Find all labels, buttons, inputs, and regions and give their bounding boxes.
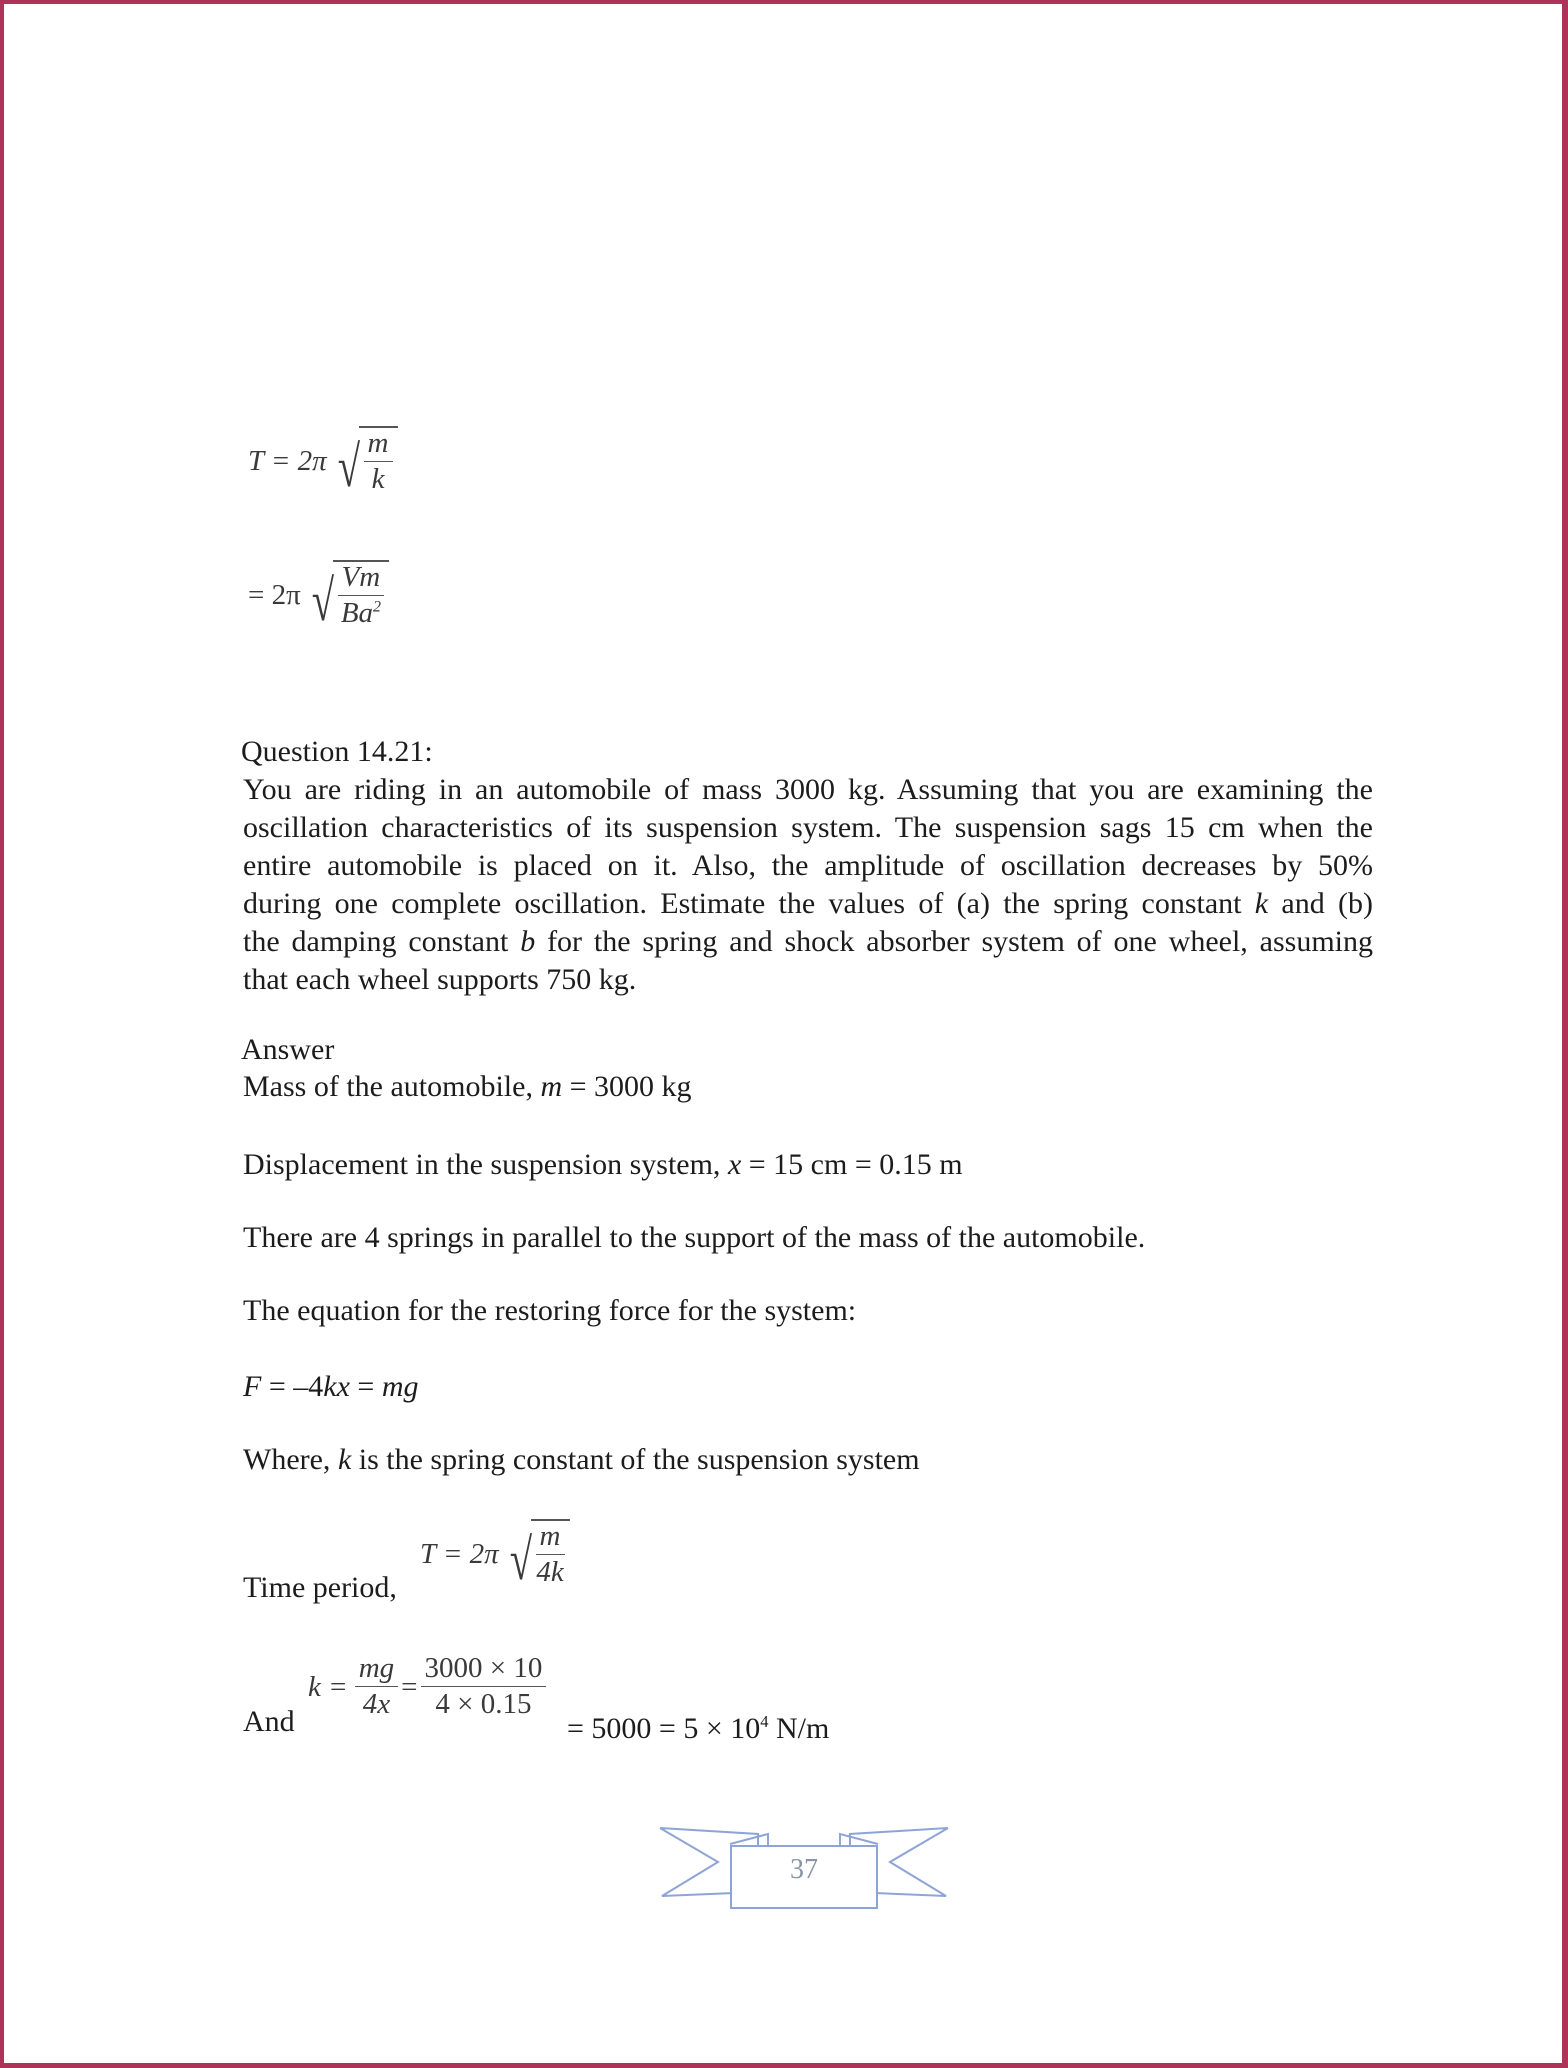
answer-equation-intro: The equation for the restoring force for the system: bbox=[243, 1294, 857, 1327]
fraction-numerator: m bbox=[536, 1521, 565, 1555]
question-line: entire automobile is placed on it. Also, the amplitude of oscillation decreases by 50% bbox=[243, 849, 1373, 882]
formula-spring-constant bbox=[308, 1643, 549, 1731]
question-title: Question 14.21: bbox=[241, 735, 433, 768]
formula-period-expanded bbox=[248, 550, 389, 640]
answer-force-equation: F = –4kx = mg bbox=[243, 1370, 419, 1403]
formula-lhs: k = bbox=[308, 1670, 348, 1703]
answer-displacement: Displacement in the suspension system, x = 15 cm = 0.15 m bbox=[243, 1148, 963, 1181]
equals-sign: = bbox=[401, 1670, 418, 1703]
page-number: 37 bbox=[790, 1854, 818, 1885]
question-line: oscillation characteristics of its suspension system. The suspension sags 15 cm when the bbox=[243, 811, 1373, 844]
answer-where: Where, k is the spring constant of the suspension system bbox=[243, 1443, 920, 1476]
fraction-numerator: m bbox=[364, 428, 393, 462]
answer-mass: Mass of the automobile, m = 3000 kg bbox=[243, 1070, 692, 1103]
time-period-label: Time period, bbox=[243, 1571, 397, 1604]
question-line: the damping constant b for the spring and shock absorber system of one wheel, assuming bbox=[243, 925, 1373, 958]
fraction-denominator: Ba$^2$ bbox=[340, 597, 382, 629]
answer-springs: There are 4 springs in parallel to the support of the mass of the automobile. bbox=[243, 1221, 1146, 1254]
question-line: You are riding in an automobile of mass 3000 kg. Assuming that you are examining the bbox=[243, 773, 1373, 806]
fraction-numerator: mg bbox=[355, 1653, 398, 1687]
formula-time-period bbox=[420, 1510, 570, 1598]
sqrt-symbol: √ $\frac{m}{k}$ bbox=[333, 426, 398, 496]
spring-constant-result: = $5000 = 5 \times 10^4$ N/m bbox=[567, 1712, 830, 1745]
formula-lhs: = 2π bbox=[248, 578, 301, 611]
and-label: And bbox=[243, 1705, 295, 1738]
formula-lhs: T = 2π bbox=[420, 1537, 499, 1570]
formula-period-basic bbox=[248, 418, 398, 504]
fraction-denominator: 4k bbox=[536, 1556, 564, 1588]
sqrt-symbol: √ $\frac{Vm}{Ba^2}$ bbox=[307, 560, 390, 630]
question-line: that each wheel supports 750 kg. bbox=[243, 963, 637, 996]
answer-heading: Answer bbox=[241, 1033, 335, 1066]
fraction-denominator: 4 × 0.15 bbox=[435, 1688, 532, 1720]
question-line: during one complete oscillation. Estimate the values of (a) the spring constant k and (b) bbox=[243, 887, 1374, 920]
sqrt-symbol: √ $\frac{m}{4k}$ bbox=[505, 1519, 570, 1589]
question-body bbox=[243, 771, 1373, 999]
fraction-numerator: Vm bbox=[338, 562, 385, 596]
fraction-numerator: 3000 × 10 bbox=[421, 1653, 547, 1687]
page-number-ornament bbox=[658, 1822, 950, 1912]
fraction-denominator: 4x bbox=[362, 1688, 391, 1720]
fraction-denominator: k bbox=[371, 463, 385, 495]
formula-lhs: T = 2π bbox=[248, 444, 327, 477]
